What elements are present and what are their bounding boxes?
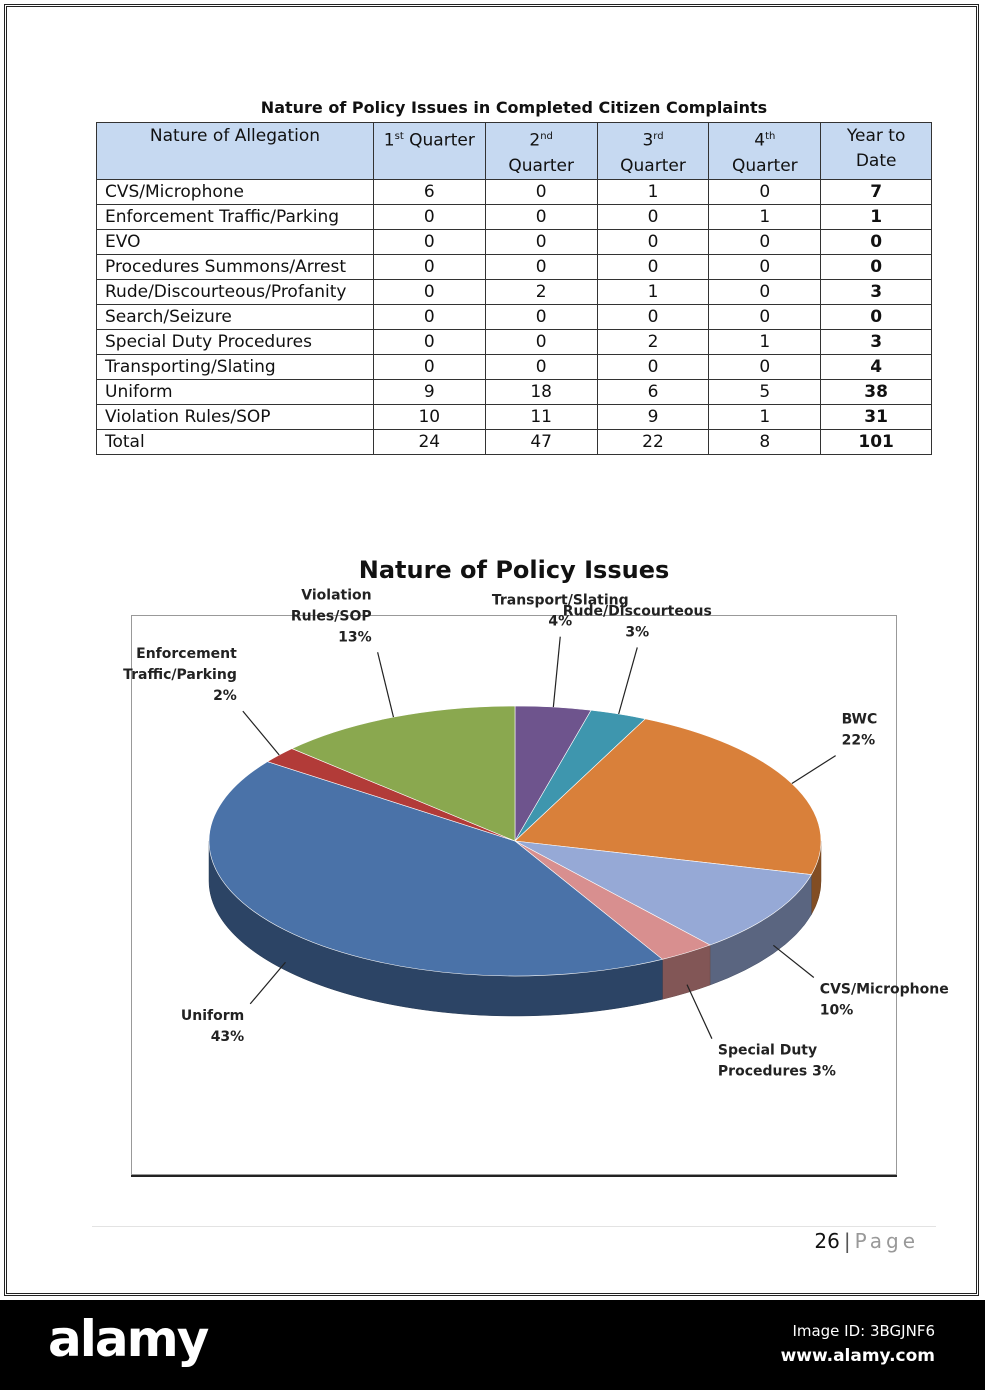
table-row bbox=[97, 179, 932, 204]
row-q2: 0 bbox=[485, 204, 597, 229]
row-q3: 6 bbox=[597, 379, 709, 404]
header-q3-number: 3 bbox=[642, 130, 654, 151]
header-q1-label: Quarter bbox=[403, 130, 475, 151]
leader-line bbox=[687, 985, 712, 1039]
row-q4: 0 bbox=[709, 354, 821, 379]
pie-label-line: BWC bbox=[841, 711, 878, 728]
row-q1: 0 bbox=[373, 279, 485, 304]
table-row bbox=[97, 304, 932, 329]
row-q1: 0 bbox=[373, 254, 485, 279]
row-q3: 9 bbox=[597, 404, 709, 429]
header-year-to-date bbox=[821, 123, 932, 180]
watermark-url: www.alamy.com bbox=[780, 1346, 935, 1366]
total-q1: 24 bbox=[373, 429, 485, 454]
footer-rule bbox=[92, 1226, 936, 1227]
row-name: Enforcement Traffic/Parking bbox=[97, 204, 374, 229]
header-allegation: Nature of Allegation bbox=[97, 123, 374, 180]
row-q3: 0 bbox=[597, 204, 709, 229]
leader-line bbox=[243, 711, 279, 755]
row-q2: 11 bbox=[485, 404, 597, 429]
total-q4: 8 bbox=[709, 429, 821, 454]
pie-label-line: Special Duty bbox=[717, 1042, 818, 1059]
header-ytd-line2: Date bbox=[855, 151, 897, 171]
row-name: Transporting/Slating bbox=[97, 354, 374, 379]
pie-label-line: 4% bbox=[548, 613, 573, 630]
pie-label-line: 10% bbox=[819, 1002, 854, 1019]
row-q3: 1 bbox=[597, 179, 709, 204]
page-number bbox=[814, 1229, 919, 1253]
header-q3 bbox=[597, 123, 709, 180]
pie-label-line: 22% bbox=[841, 732, 876, 749]
row-q2: 0 bbox=[485, 354, 597, 379]
pie-label-violation-rules-sop bbox=[291, 587, 372, 645]
row-name: Violation Rules/SOP bbox=[97, 404, 374, 429]
header-q2-suffix: nd bbox=[540, 131, 553, 142]
page-word: Page bbox=[854, 1229, 919, 1253]
row-q4: 0 bbox=[709, 229, 821, 254]
row-q4: 1 bbox=[709, 329, 821, 354]
row-q4: 0 bbox=[709, 254, 821, 279]
pie-label-line: 2% bbox=[213, 688, 237, 705]
row-ytd: 0 bbox=[821, 254, 932, 279]
header-q3-suffix: rd bbox=[653, 131, 664, 142]
header-q3-label: Quarter bbox=[620, 155, 686, 176]
header-q4-suffix: th bbox=[765, 131, 776, 142]
pie-label-line: Enforcement bbox=[136, 646, 237, 663]
total-q3: 22 bbox=[597, 429, 709, 454]
pie-chart-frame bbox=[123, 587, 949, 1175]
row-q2: 0 bbox=[485, 329, 597, 354]
row-name: Special Duty Procedures bbox=[97, 329, 374, 354]
header-q1-suffix: st bbox=[394, 131, 404, 142]
pie-label-bwc bbox=[842, 712, 878, 749]
row-q2: 0 bbox=[485, 179, 597, 204]
leader-line bbox=[773, 945, 813, 977]
row-q3: 0 bbox=[597, 229, 709, 254]
row-q1: 10 bbox=[373, 404, 485, 429]
header-q1 bbox=[373, 123, 485, 180]
pie-top-group bbox=[209, 706, 821, 976]
header-q4-number: 4 bbox=[754, 130, 766, 151]
pie-label-line: 3% bbox=[625, 624, 650, 641]
row-q1: 0 bbox=[373, 229, 485, 254]
row-q1: 0 bbox=[373, 354, 485, 379]
pie-label-line: 13% bbox=[338, 629, 372, 646]
pie-label-line: Uniform bbox=[180, 1007, 245, 1024]
chart-title: Nature of Policy Issues bbox=[358, 556, 670, 584]
row-q4: 5 bbox=[709, 379, 821, 404]
pie-label-rude-discourteous bbox=[563, 603, 712, 640]
header-ytd-line1: Year to bbox=[846, 126, 906, 146]
table-row bbox=[97, 254, 932, 279]
policy-issues-table bbox=[96, 122, 932, 455]
table-row bbox=[97, 329, 932, 354]
row-q3: 0 bbox=[597, 304, 709, 329]
header-q4 bbox=[709, 123, 821, 180]
total-q2: 47 bbox=[485, 429, 597, 454]
row-q1: 6 bbox=[373, 179, 485, 204]
row-ytd: 0 bbox=[821, 229, 932, 254]
pie-label-uniform bbox=[181, 1008, 244, 1045]
header-q1-number: 1 bbox=[383, 130, 395, 151]
row-q1: 0 bbox=[373, 204, 485, 229]
table-row bbox=[97, 204, 932, 229]
pie-label-line: Procedures 3% bbox=[717, 1063, 836, 1080]
pie-chart bbox=[123, 587, 949, 1174]
leader-line bbox=[250, 962, 285, 1004]
row-name: Uniform bbox=[97, 379, 374, 404]
row-q1: 0 bbox=[373, 329, 485, 354]
leader-line bbox=[792, 756, 836, 784]
table-total-row bbox=[97, 429, 932, 454]
pie-label-enforcement-traffic-parking bbox=[123, 646, 237, 704]
table-row bbox=[97, 229, 932, 254]
page-number-value: 26 bbox=[814, 1229, 840, 1253]
pie-label-line: Rules/SOP bbox=[290, 608, 372, 625]
row-q4: 1 bbox=[709, 204, 821, 229]
pie-label-line: Rude/Discourteous bbox=[562, 603, 712, 620]
leader-line bbox=[553, 637, 560, 707]
pie-label-line: Violation bbox=[301, 587, 372, 604]
row-name: CVS/Microphone bbox=[97, 179, 374, 204]
row-q4: 0 bbox=[709, 304, 821, 329]
pie-label-line: Transport/Slating bbox=[491, 592, 629, 609]
table-row bbox=[97, 354, 932, 379]
row-q1: 9 bbox=[373, 379, 485, 404]
pie-label-line: CVS/Microphone bbox=[819, 981, 949, 998]
header-q2 bbox=[485, 123, 597, 180]
pie-label-special-duty-procedures bbox=[718, 1043, 836, 1080]
row-q2: 2 bbox=[485, 279, 597, 304]
row-ytd: 3 bbox=[821, 329, 932, 354]
row-q3: 0 bbox=[597, 354, 709, 379]
header-q4-label: Quarter bbox=[732, 155, 798, 176]
leader-line bbox=[378, 652, 394, 717]
row-q3: 0 bbox=[597, 254, 709, 279]
header-q2-label: Quarter bbox=[508, 155, 574, 176]
table-title: Nature of Policy Issues in Completed Citizen Complaints bbox=[260, 98, 768, 117]
total-name: Total bbox=[97, 429, 374, 454]
pie-label-line: 43% bbox=[210, 1028, 245, 1045]
row-q4: 0 bbox=[709, 279, 821, 304]
table-header-row bbox=[97, 123, 932, 180]
row-name: Procedures Summons/Arrest bbox=[97, 254, 374, 279]
row-ytd: 4 bbox=[821, 354, 932, 379]
row-name: Search/Seizure bbox=[97, 304, 374, 329]
table-row bbox=[97, 404, 932, 429]
row-q1: 0 bbox=[373, 304, 485, 329]
row-name: EVO bbox=[97, 229, 374, 254]
header-q2-number: 2 bbox=[529, 130, 541, 151]
row-ytd: 1 bbox=[821, 204, 932, 229]
total-ytd: 101 bbox=[821, 429, 932, 454]
pie-label-line: Traffic/Parking bbox=[123, 667, 237, 684]
alamy-logo: alamy bbox=[48, 1310, 208, 1368]
row-q4: 1 bbox=[709, 404, 821, 429]
row-name: Rude/Discourteous/Profanity bbox=[97, 279, 374, 304]
row-q2: 18 bbox=[485, 379, 597, 404]
row-q4: 0 bbox=[709, 179, 821, 204]
row-ytd: 0 bbox=[821, 304, 932, 329]
row-ytd: 31 bbox=[821, 404, 932, 429]
row-q3: 1 bbox=[597, 279, 709, 304]
row-q2: 0 bbox=[485, 229, 597, 254]
row-ytd: 3 bbox=[821, 279, 932, 304]
image-id: Image ID: 3BGJNF6 bbox=[792, 1322, 935, 1340]
table-row bbox=[97, 279, 932, 304]
chart-underline bbox=[131, 1175, 897, 1177]
row-q2: 0 bbox=[485, 304, 597, 329]
leader-line bbox=[619, 647, 638, 714]
row-q2: 0 bbox=[485, 254, 597, 279]
page-number-separator: | bbox=[843, 1229, 851, 1253]
row-ytd: 38 bbox=[821, 379, 932, 404]
table-row bbox=[97, 379, 932, 404]
row-ytd: 7 bbox=[821, 179, 932, 204]
row-q3: 2 bbox=[597, 329, 709, 354]
